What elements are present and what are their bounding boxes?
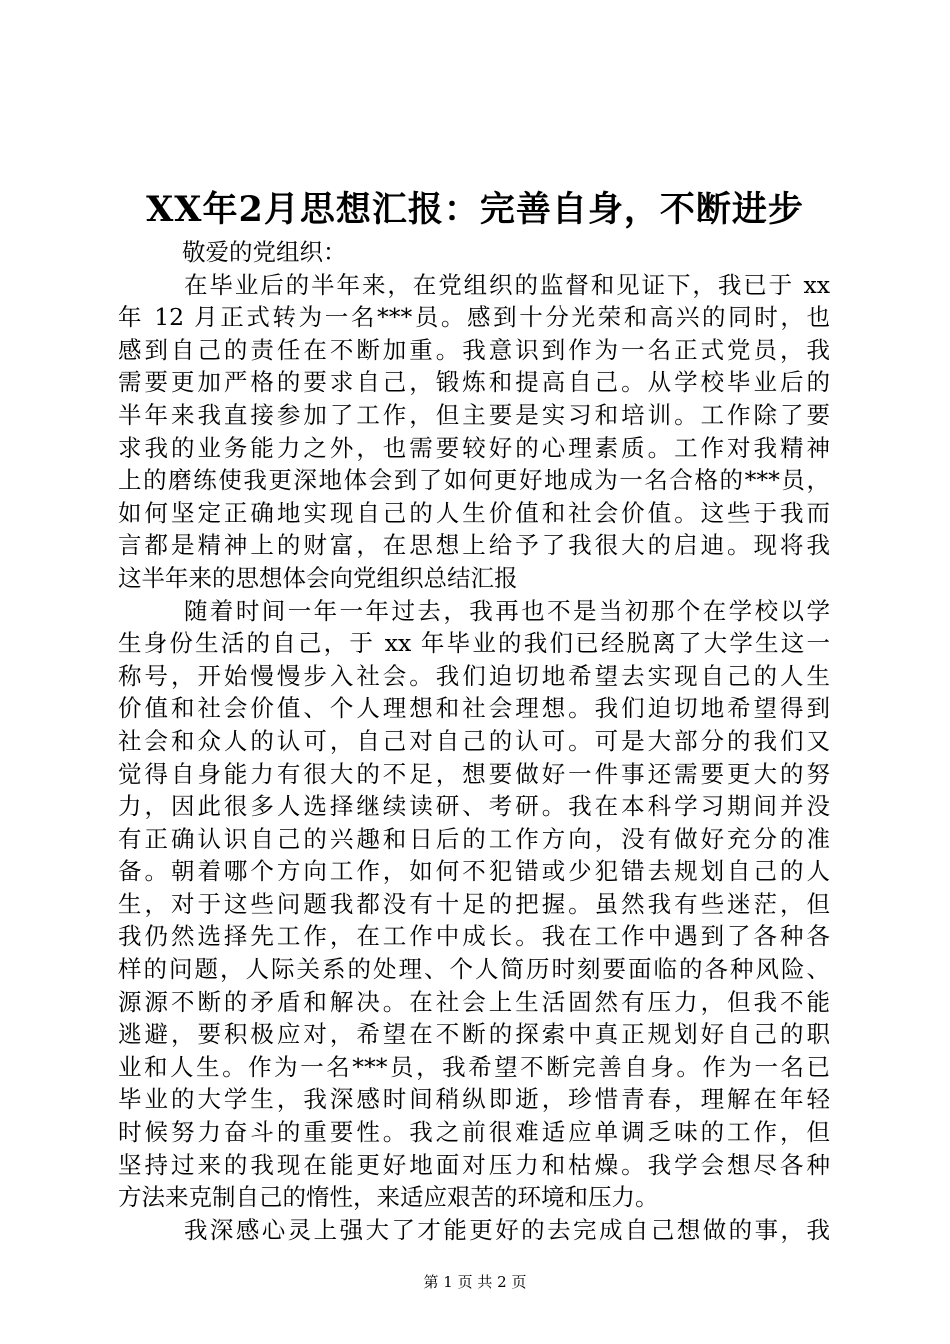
paragraph-line: 价值和社会价值、个人理想和社会理想。我们迫切地希望得到 bbox=[118, 694, 830, 723]
paragraph-line: 生，对于这些问题我都没有十足的把握。虽然我有些迷茫，但 bbox=[118, 889, 830, 918]
paragraph-line: 力，因此很多人选择继续读研、考研。我在本科学习期间并没 bbox=[118, 792, 830, 821]
paragraph-line: 如何坚定正确地实现自己的人生价值和社会价值。这些于我而 bbox=[118, 498, 830, 527]
paragraph-line: 我仍然选择先工作，在工作中成长。我在工作中遇到了各种各 bbox=[118, 922, 830, 951]
paragraph-line: 我深感心灵上强大了才能更好的去完成自己想做的事，我 bbox=[184, 1215, 830, 1244]
paragraph-line: 方法来克制自己的惰性，来适应艰苦的环境和压力。 bbox=[118, 1183, 659, 1212]
document-title: XX年2月思想汇报：完善自身，不断进步 bbox=[146, 189, 804, 230]
page-number-footer: 第 1 页 共 2 页 bbox=[423, 1273, 527, 1291]
paragraph-line: 源源不断的矛盾和解决。在社会上生活固然有压力，但我不能 bbox=[118, 987, 830, 1016]
paragraph-line: 需要更加严格的要求自己，锻炼和提高自己。从学校毕业后的 bbox=[118, 368, 830, 397]
paragraph-line: 备。朝着哪个方向工作，如何不犯错或少犯错去规划自己的人 bbox=[118, 857, 830, 886]
paragraph-line: 年 12 月正式转为一名***员。感到十分光荣和高兴的同时，也 bbox=[118, 303, 830, 332]
paragraph-line: 求我的业务能力之外，也需要较好的心理素质。工作对我精神 bbox=[118, 433, 830, 462]
paragraph-line: 这半年来的思想体会向党组织总结汇报 bbox=[118, 563, 518, 592]
paragraph-line: 时候努力奋斗的重要性。我之前很难适应单调乏味的工作，但 bbox=[118, 1118, 830, 1147]
paragraph-line: 样的问题，人际关系的处理、个人简历时刻要面临的各种风险、 bbox=[118, 955, 830, 984]
paragraph-line: 言都是精神上的财富，在思想上给予了我很大的启迪。现将我 bbox=[118, 531, 830, 560]
paragraph-line: 业和人生。作为一名***员，我希望不断完善自身。作为一名已 bbox=[118, 1052, 830, 1081]
paragraph-line: 逃避，要积极应对，希望在不断的探索中真正规划好自己的职 bbox=[118, 1020, 830, 1049]
paragraph-line: 在毕业后的半年来，在党组织的监督和见证下，我已于 xx bbox=[184, 270, 830, 299]
paragraph-line: 觉得自身能力有很大的不足，想要做好一件事还需要更大的努 bbox=[118, 759, 830, 788]
paragraph-line: 随着时间一年一年过去，我再也不是当初那个在学校以学 bbox=[184, 596, 830, 625]
paragraph-line: 上的磨练使我更深地体会到了如何更好地成为一名合格的***员， bbox=[118, 466, 830, 495]
paragraph-line: 毕业的大学生，我深感时间稍纵即逝，珍惜青春，理解在年轻 bbox=[118, 1085, 830, 1114]
paragraph-line: 社会和众人的认可，自己对自己的认可。可是大部分的我们又 bbox=[118, 726, 830, 755]
paragraph-line: 半年来我直接参加了工作，但主要是实习和培训。工作除了要 bbox=[118, 400, 830, 429]
paragraph-line: 生身份生活的自己，于 xx 年毕业的我们已经脱离了大学生这一 bbox=[118, 629, 830, 658]
paragraph-line: 称号，开始慢慢步入社会。我们迫切地希望去实现自己的人生 bbox=[118, 661, 830, 690]
paragraph-line: 坚持过来的我现在能更好地面对压力和枯燥。我学会想尽各种 bbox=[118, 1150, 830, 1179]
salutation: 敬爱的党组织： bbox=[182, 238, 347, 266]
paragraph-line: 有正确认识自己的兴趣和日后的工作方向，没有做好充分的准 bbox=[118, 824, 830, 853]
paragraph-line: 感到自己的责任在不断加重。我意识到作为一名正式党员，我 bbox=[118, 335, 830, 364]
document-body bbox=[118, 236, 830, 1246]
